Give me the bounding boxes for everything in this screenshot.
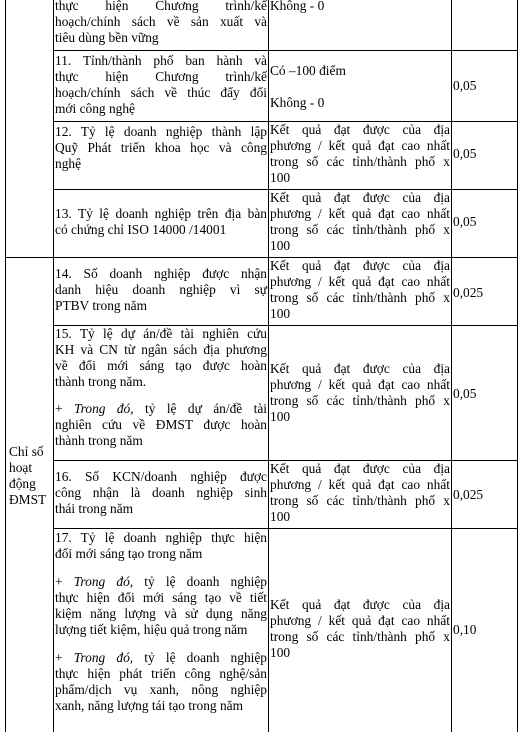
method-line: trong số các tỉnh/thành phố x [270,493,450,508]
method-line: phương / kết quả đạt cao nhất [270,138,450,153]
weight-value: 0,025 [453,487,484,502]
method-line: 100 [270,409,291,424]
criterion-line: nghệ [55,156,82,171]
criterion-line: hoạch/chính sách về sản xuất và [55,14,267,29]
emphasis-text: Trong đó, [73,401,134,416]
method-line: phương / kết quả đạt cao nhất [270,377,450,392]
criterion-line: 11. Tỉnh/thành phố ban hành và [55,53,267,68]
criterion-cell [53,469,268,517]
method-cell [268,361,451,425]
criterion-line: + Trong đó, tỷ lệ doanh nghiệp [55,650,268,665]
criterion-line: 12. Tỷ lệ doanh nghiệp thành lập [55,124,267,139]
method-cell [268,258,451,322]
criterion-line: 17. Tỷ lệ doanh nghiệp thực hiện [55,530,267,545]
row-divider [53,50,518,51]
criterion-line: 14. Số doanh nghiệp được nhận [55,266,267,281]
weight-value: 0,10 [453,622,477,637]
criterion-cell [53,124,268,172]
criterion-line: đổi mới sáng tạo trong năm [55,546,203,561]
weight-value: 0,05 [453,78,477,93]
weight-cell [451,487,517,503]
method-line: Kết quả đạt được của địa [270,461,450,476]
method-line: phương / kết quả đạt cao nhất [270,274,450,289]
method-line: Kết quả đạt được của địa [270,597,450,612]
method-cell [268,63,451,111]
table-border-right [517,0,518,732]
method-line: Kết quả đạt được của địa [270,122,450,137]
method-line: 100 [270,170,291,185]
criterion-cell [53,326,268,449]
method-cell [268,190,451,254]
method-line: trong số các tỉnh/thành phố x [270,290,450,305]
criterion-line: thực hiện Chương trình/kế [55,0,267,13]
criterion-line: lượng tiết kiệm, hiệu quả trong năm [55,622,248,637]
criterion-line: công nhận là doanh nghiệp sinh [55,485,267,500]
method-line: Kết quả đạt được của địa [270,190,450,205]
row-divider [53,528,518,529]
method-line: phương / kết quả đạt cao nhất [270,206,450,221]
method-line: trong số các tỉnh/thành phố x [270,154,450,169]
criterion-line: danh hiệu doanh nghiệp vì sự [55,282,267,297]
criterion-cell [53,206,268,238]
criterion-line: thực hiện phát triển công nghệ/sản [55,666,267,681]
criterion-line: hoạch/chính sách về thúc đẩy đổi [55,85,267,100]
criterion-line: + Trong đó, tỷ lệ dự án/đề tài [55,401,268,416]
group-label-line: Chỉ số [9,444,44,459]
weight-value: 0,05 [453,386,477,401]
group-label-line: hoạt [9,460,33,475]
criterion-line: 13. Tỷ lệ doanh nghiệp trên địa bàn [55,206,267,221]
table-border-left [5,0,6,732]
criterion-line: mới công nghệ [55,101,135,116]
criterion-line: phẩm/dịch vụ xanh, nông nghiệp [55,682,267,697]
method-line: Có –100 điểm [270,63,346,78]
group-label-line: động [9,476,36,491]
criterion-cell [53,53,268,117]
method-line: trong số các tỉnh/thành phố x [270,222,450,237]
group-label-cell [5,444,53,508]
criterion-line: KH và CN từ ngân sách địa phương [55,342,267,357]
weight-cell [451,386,517,402]
criterion-line: thực hiện Chương trình/kế [55,69,267,84]
criterion-line: xanh, năng lượng tái tạo trong năm [55,698,244,713]
weight-cell [451,285,517,301]
emphasis-text: Trong đó, [73,650,134,665]
method-line: trong số các tỉnh/thành phố x [270,629,450,644]
method-line: trong số các tỉnh/thành phố x [270,393,450,408]
criterion-line: kiệm năng lượng và sử dụng năng [55,606,267,621]
method-line: Kết quả đạt được của địa [270,361,450,376]
method-cell [268,461,451,525]
criterion-line: nghiên cứu về ĐMST được hoàn [55,417,267,432]
criterion-line: Quỹ Phát triển khoa học và công [55,140,267,155]
weight-cell [451,622,517,638]
criterion-line: về đổi mới sáng tạo được hoàn [55,358,267,373]
weight-value: 0,05 [453,146,477,161]
group-label-line: ĐMST [9,492,47,507]
criterion-line: thành trong năm [55,433,143,448]
method-line: phương / kết quả đạt cao nhất [270,477,450,492]
method-line: phương / kết quả đạt cao nhất [270,613,450,628]
criterion-line: có chứng chỉ ISO 14000 /14001 [55,222,227,237]
criterion-line: PTBV trong năm [55,298,148,313]
criterion-line: thái trong năm [55,501,134,516]
criterion-line: thực hiện đổi mới sáng tạo về tiết [55,590,267,605]
method-line: 100 [270,306,291,321]
weight-value: 0,05 [453,214,477,229]
method-line: 100 [270,645,291,660]
method-line: 100 [270,238,291,253]
criterion-line: + Trong đó, tỷ lệ doanh nghiệp [55,574,268,589]
emphasis-text: Trong đó, [73,574,134,589]
weight-cell [451,146,517,162]
criterion-cell [53,530,268,714]
method-cell [268,597,451,661]
method-line: Kết quả đạt được của địa [270,258,450,273]
criterion-line: 16. Số KCN/doanh nghiệp được [55,469,267,484]
criterion-line: 15. Tỷ lệ dự án/đề tài nghiên cứu [55,326,267,341]
criterion-line: thành trong năm. [55,374,147,389]
method-line: 100 [270,509,291,524]
criterion-cell [53,0,268,46]
weight-cell [451,214,517,230]
weight-value: 0,025 [453,285,484,300]
weight-cell [451,78,517,94]
method-line: Không - 0 [270,0,325,13]
criterion-cell [53,266,268,314]
criterion-line: tiêu dùng bền vững [55,30,159,45]
method-cell [268,122,451,186]
method-cell [268,0,451,14]
method-line: Không - 0 [270,95,325,110]
